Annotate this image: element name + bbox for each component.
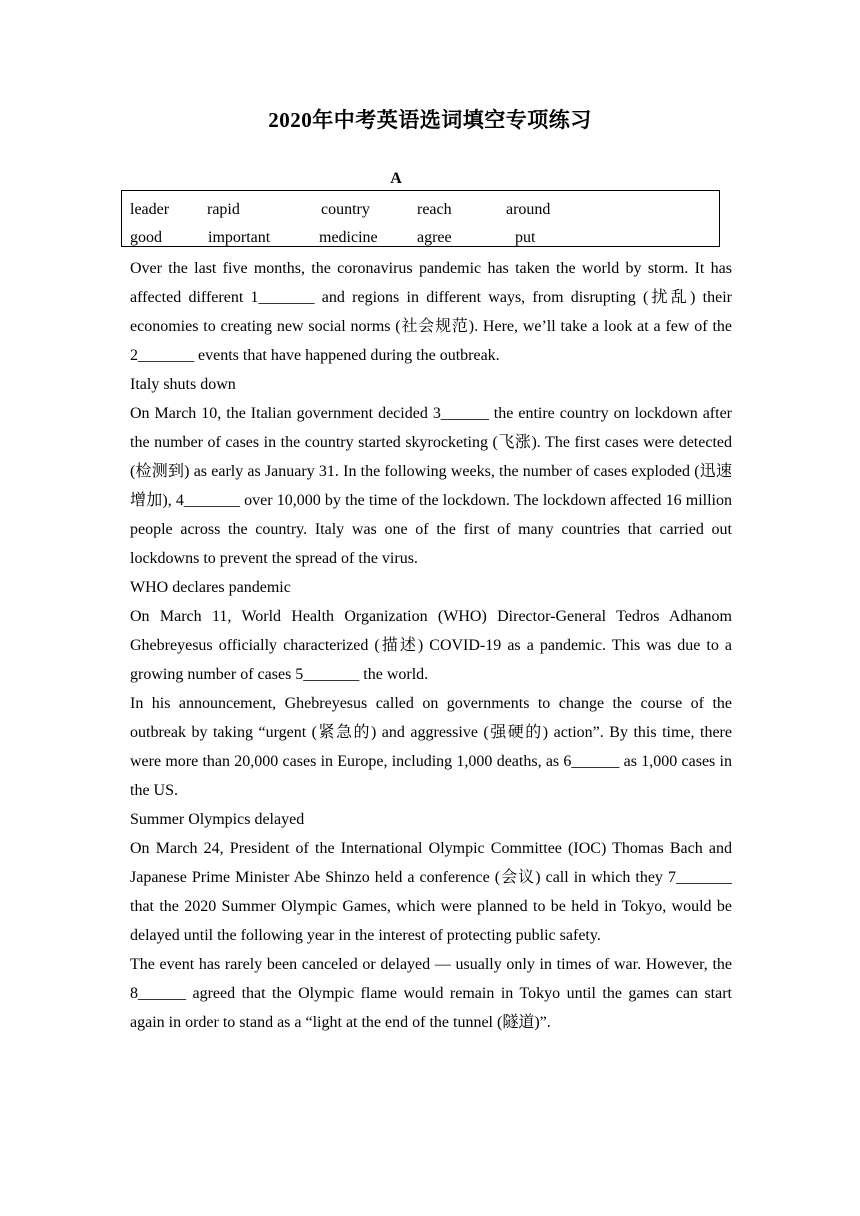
word-bank-item: leader — [130, 201, 170, 218]
paragraph: On March 24, President of the International Olympic Committee (IOC) Thomas Bach and Japanese Prime Minister Abe Shinzo held a conference (会议) call in which they 7_______ that the 2020 Summer Olympic Games, which were planned to be held in Tokyo, would be delayed until the following year in the interest of protecting public safety. — [130, 840, 732, 944]
word-bank-item: medicine — [319, 229, 378, 246]
word-bank-item: around — [506, 201, 551, 218]
word-bank — [121, 190, 720, 247]
word-bank-item: reach — [417, 201, 452, 218]
paragraph: The event has rarely been canceled or delayed — usually only in times of war. However, the 8______ agreed that the Olympic flame would remain in Tokyo until the games can start again in order to stand as a “light at the end of the tunnel (隧道)”. — [130, 956, 732, 1031]
paragraph: Over the last five months, the coronavirus pandemic has taken the world by storm. It has affected different 1_______ and regions in different ways, from disrupting (扰乱) their economies to creating new social norms (社会规范). Here, we’ll take a look at a few of the 2_______ events that have happened during the outbreak. — [130, 260, 732, 364]
word-bank-item: good — [130, 229, 162, 246]
paragraph: In his announcement, Ghebreyesus called on governments to change the course of the outbreak by taking “urgent (紧急的) and aggressive (强硬的) action”. By this time, there were more than 20,000 cases in Europe, including 1,000 deaths, as 6______ as 1,000 cases in the US. — [130, 695, 732, 799]
word-bank-item: important — [208, 229, 271, 246]
paragraph: On March 10, the Italian government decided 3______ the entire country on lockdown after the number of cases in the country started skyrocketing (飞涨). The first cases were detected (检测到) as early as January 31. In the following weeks, the number of cases exploded (迅速增加), 4_______ over 10,000 by the time of the lockdown. The lockdown affected 16 million people across the country. Italy was one of the first of many countries that carried out lockdowns to prevent the spread of the virus. — [130, 405, 732, 567]
paragraph: On March 11, World Health Organization (WHO) Director-General Tedros Adhanom Ghebreyesus officially characterized (描述) COVID-19 as a pandemic. This was due to a growing number of cases 5_______ the world. — [130, 608, 732, 683]
subheading: WHO declares pandemic — [130, 579, 291, 596]
word-bank-item: agree — [417, 229, 452, 246]
word-bank-item: put — [515, 229, 536, 246]
subheading: Summer Olympics delayed — [130, 811, 305, 828]
section-label: A — [390, 170, 402, 187]
word-bank-item: rapid — [207, 201, 240, 218]
page-title: 2020年中考英语选词填空专项练习 — [268, 108, 592, 132]
word-bank-item: country — [321, 201, 370, 218]
subheading: Italy shuts down — [130, 376, 236, 393]
passage — [130, 254, 732, 1037]
